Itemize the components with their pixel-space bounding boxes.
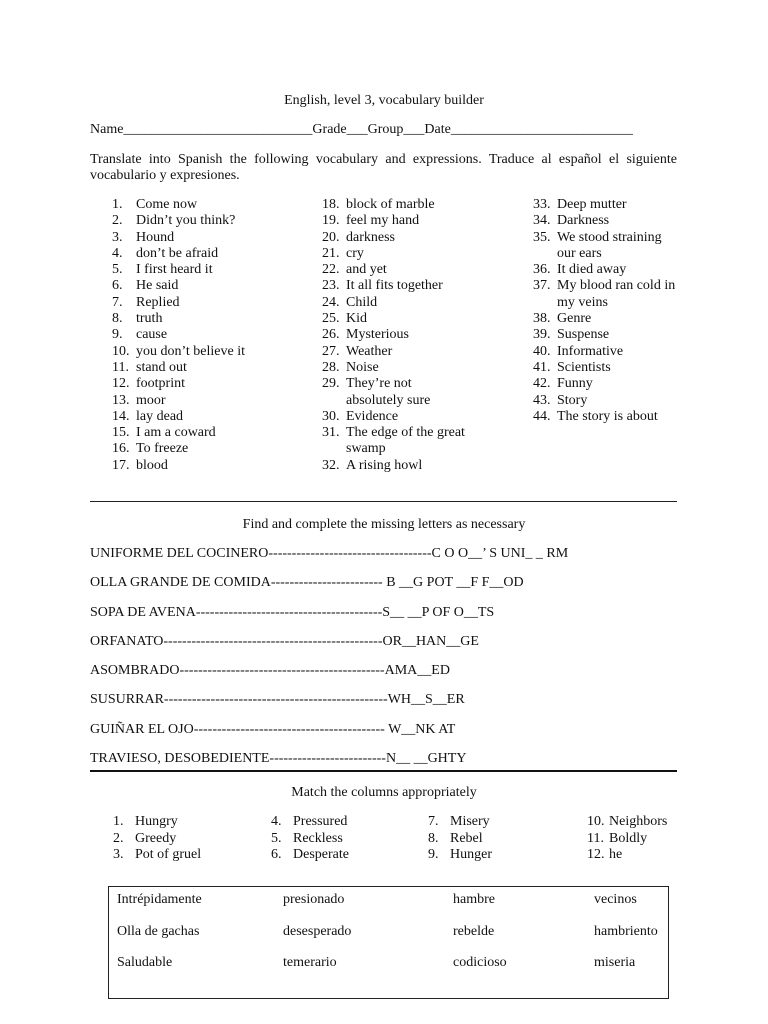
section-divider: [90, 501, 677, 502]
vocabulary-item: [112, 425, 245, 441]
item-text: Desperate: [293, 847, 349, 863]
answer-word: Olla de gachas: [117, 924, 200, 939]
item-text: Pressured: [293, 814, 348, 829]
item-number: 26.: [322, 327, 340, 343]
vocabulary-item: [533, 327, 675, 343]
item-text: Boldly: [609, 830, 648, 846]
item-text: I first heard it: [136, 262, 213, 278]
item-text: cry: [346, 245, 364, 261]
item-text: stand out: [136, 359, 187, 375]
item-text: Story: [557, 392, 588, 408]
vocabulary-item: [533, 213, 675, 229]
item-number: 35.: [533, 229, 551, 245]
item-text: truth: [136, 311, 163, 327]
item-number: 10.: [587, 814, 605, 829]
item-number: 37.: [533, 278, 551, 294]
item-text: feel my hand: [346, 213, 420, 229]
vocabulary-item: [112, 376, 245, 392]
vocabulary-item: [112, 327, 245, 343]
vocabulary-item: [322, 360, 465, 376]
vocabulary-item: [112, 441, 245, 457]
item-number: [322, 393, 346, 409]
item-text: Darkness: [557, 213, 610, 229]
missing-letters-line: TRAVIESO, DESOBEDIENTE-------------------------N__ __GHTY: [90, 751, 467, 767]
vocabulary-column-1: [112, 197, 245, 474]
item-number: 32.: [322, 457, 340, 473]
match-column-3: [428, 814, 492, 864]
item-number: 3.: [113, 847, 124, 863]
item-text: moor: [136, 392, 166, 408]
missing-letters-title: Find and complete the missing letters as necessary: [242, 517, 526, 532]
item-number: 4.: [112, 245, 123, 261]
vocabulary-item: [112, 409, 245, 425]
vocabulary-item: [322, 262, 465, 278]
item-number: 30.: [322, 408, 340, 424]
item-number: 12.: [112, 376, 130, 392]
item-number: 20.: [322, 229, 340, 245]
answer-word: temerario: [283, 955, 337, 970]
item-text: Weather: [346, 343, 393, 359]
item-text: The story is about: [557, 408, 658, 424]
item-text: Kid: [346, 311, 367, 327]
item-number: 1.: [112, 197, 123, 212]
item-number: 11.: [112, 359, 129, 375]
missing-letters-line: UNIFORME DEL COCINERO-----------------------------------C O O__’ S UNI_ _ RM: [90, 546, 569, 561]
item-text: my veins: [557, 294, 608, 310]
item-number: 38.: [533, 311, 551, 327]
missing-letters-line: SOPA DE AVENA----------------------------------------S__ __P OF O__TS: [90, 604, 495, 620]
item-text: Mysterious: [346, 327, 409, 343]
answer-word: Saludable: [117, 955, 173, 970]
vocabulary-item: [112, 213, 245, 229]
item-number: 8.: [112, 311, 123, 327]
section-divider-bold: [90, 770, 677, 772]
item-text: and yet: [346, 262, 387, 278]
item-number: 6.: [112, 278, 123, 294]
item-number: 4.: [271, 814, 282, 829]
vocabulary-item: [322, 246, 465, 262]
match-item: [271, 831, 349, 848]
item-text: The edge of the great: [346, 425, 465, 441]
answer-word-box: [108, 886, 669, 999]
vocabulary-item: [322, 230, 465, 246]
item-number: 14.: [112, 408, 130, 424]
vocabulary-item: [533, 344, 675, 360]
item-number: 41.: [533, 359, 551, 375]
vocabulary-item: [533, 311, 675, 327]
vocabulary-item: [322, 393, 465, 409]
vocabulary-item: [533, 230, 675, 246]
answer-word: presionado: [283, 892, 345, 907]
item-text: My blood ran cold in: [557, 278, 676, 294]
item-number: 6.: [271, 847, 282, 863]
match-item: [587, 814, 667, 831]
item-number: 21.: [322, 245, 340, 261]
match-item: [428, 847, 492, 864]
answer-word: rebelde: [453, 924, 495, 939]
item-text: To freeze: [136, 441, 189, 457]
vocabulary-item: [112, 230, 245, 246]
match-item: [271, 814, 349, 831]
item-text: darkness: [346, 229, 395, 245]
item-text: Pot of gruel: [135, 847, 202, 863]
item-text: Didn’t you think?: [136, 213, 236, 229]
item-text: our ears: [557, 245, 602, 261]
item-text: Come now: [136, 197, 198, 212]
item-text: Neighbors: [609, 814, 668, 829]
answer-word: miseria: [594, 955, 636, 970]
item-number: 39.: [533, 327, 551, 343]
item-text: don’t be afraid: [136, 245, 219, 261]
match-column-1: [113, 814, 201, 864]
missing-letters-line: OLLA GRANDE DE COMIDA------------------------ B __G POT __F F__OD: [90, 575, 524, 591]
item-number: 3.: [112, 229, 123, 245]
vocabulary-item: [322, 425, 465, 441]
match-column-2: [271, 814, 349, 864]
item-text: footprint: [136, 376, 185, 392]
item-number: 33.: [533, 197, 551, 212]
item-text: Noise: [346, 359, 379, 375]
item-text: Reckless: [293, 830, 343, 846]
item-text: A rising howl: [346, 457, 423, 473]
item-number: [322, 441, 346, 457]
item-text: Hungry: [135, 814, 178, 829]
item-number: 34.: [533, 213, 551, 229]
match-columns-title: Match the columns appropriately: [291, 785, 477, 800]
match-item: [587, 831, 667, 848]
match-item: [113, 847, 201, 864]
item-number: 12.: [587, 847, 605, 863]
item-text: I am a coward: [136, 425, 216, 441]
vocabulary-item: [322, 376, 465, 392]
vocabulary-item: [112, 278, 245, 294]
item-number: 24.: [322, 294, 340, 310]
vocabulary-column-3: [533, 197, 675, 425]
item-number: 28.: [322, 359, 340, 375]
item-number: 17.: [112, 457, 130, 473]
vocabulary-item: [112, 393, 245, 409]
vocabulary-item: [533, 360, 675, 376]
vocabulary-item: [112, 246, 245, 262]
match-item: [113, 831, 201, 848]
answer-word: hambre: [453, 892, 495, 907]
item-number: 43.: [533, 392, 551, 408]
vocabulary-item: [533, 197, 675, 213]
item-number: 13.: [112, 392, 130, 408]
item-number: 2.: [112, 213, 123, 229]
name-grade-group-date-line: Name___________________________Grade___Group___Date__________________________: [90, 122, 633, 137]
item-text: Hound: [136, 229, 175, 245]
answer-word: desesperado: [283, 924, 352, 939]
item-text: Greedy: [135, 830, 177, 846]
vocabulary-item: [533, 278, 675, 294]
missing-letters-line: SUSURRAR------------------------------------------------WH__S__ER: [90, 692, 465, 708]
item-text: blood: [136, 457, 168, 473]
item-text: absolutely sure: [346, 392, 431, 408]
vocabulary-item: [533, 262, 675, 278]
vocabulary-item: [322, 441, 465, 457]
item-text: lay dead: [136, 408, 184, 424]
item-number: 29.: [322, 376, 340, 392]
item-number: 7.: [112, 294, 123, 310]
item-text: Funny: [557, 376, 593, 392]
item-text: Informative: [557, 343, 624, 359]
item-text: Evidence: [346, 408, 399, 424]
vocabulary-item: [112, 344, 245, 360]
item-text: It all fits together: [346, 278, 443, 294]
item-text: he: [609, 847, 623, 863]
worksheet-title: English, level 3, vocabulary builder: [284, 93, 484, 108]
vocabulary-item: [322, 197, 465, 213]
item-text: Misery: [450, 814, 490, 829]
item-number: 27.: [322, 343, 340, 359]
vocabulary-item: [322, 458, 465, 474]
answer-word: vecinos: [594, 892, 637, 907]
item-number: 5.: [112, 262, 123, 278]
item-number: 9.: [112, 327, 123, 343]
item-number: 10.: [112, 343, 130, 359]
vocabulary-item: [322, 327, 465, 343]
item-text: Hunger: [450, 847, 492, 863]
item-number: 44.: [533, 408, 551, 424]
vocabulary-item: [112, 360, 245, 376]
vocabulary-item: [322, 295, 465, 311]
vocabulary-item: [112, 295, 245, 311]
answer-word: hambriento: [594, 924, 658, 939]
item-number: 25.: [322, 311, 340, 327]
item-number: 9.: [428, 847, 439, 863]
vocabulary-column-2: [322, 197, 465, 474]
item-number: 7.: [428, 814, 439, 829]
match-item: [587, 847, 667, 864]
item-text: Rebel: [450, 830, 483, 846]
vocabulary-item: [533, 376, 675, 392]
item-number: 5.: [271, 830, 282, 846]
item-number: 22.: [322, 262, 340, 278]
vocabulary-item: [112, 458, 245, 474]
missing-letters-line: GUIÑAR EL OJO----------------------------------------- W__NK AT: [90, 721, 456, 737]
vocabulary-item: [322, 278, 465, 294]
item-number: 19.: [322, 213, 340, 229]
item-text: They’re not: [346, 376, 412, 392]
item-text: Genre: [557, 311, 592, 327]
item-number: 15.: [112, 425, 130, 441]
item-text: cause: [136, 327, 168, 343]
vocabulary-item: [322, 311, 465, 327]
item-number: 36.: [533, 262, 551, 278]
vocabulary-item: [322, 213, 465, 229]
match-column-4: [587, 814, 667, 864]
item-text: swamp: [346, 441, 386, 457]
match-item: [271, 847, 349, 864]
item-number: 2.: [113, 830, 124, 846]
item-number: 18.: [322, 197, 340, 212]
item-number: 42.: [533, 376, 551, 392]
answer-word: codicioso: [453, 955, 507, 970]
match-item: [428, 814, 492, 831]
missing-letters-line: ASOMBRADO--------------------------------------------AMA__ED: [90, 663, 450, 679]
item-text: Child: [346, 294, 378, 310]
vocabulary-item: [322, 344, 465, 360]
item-number: 11.: [587, 830, 604, 846]
item-number: 40.: [533, 343, 551, 359]
item-text: block of marble: [346, 197, 435, 212]
answer-word: Intrépidamente: [117, 892, 202, 907]
match-item: [428, 831, 492, 848]
match-item: [113, 814, 201, 831]
vocabulary-item: [112, 262, 245, 278]
item-number: 31.: [322, 425, 340, 441]
vocabulary-item: [112, 197, 245, 213]
item-text: Deep mutter: [557, 197, 627, 212]
item-text: Scientists: [557, 359, 611, 375]
item-number: 1.: [113, 814, 124, 829]
item-number: 8.: [428, 830, 439, 846]
item-text: Suspense: [557, 327, 610, 343]
item-text: Replied: [136, 294, 180, 310]
vocabulary-item: [322, 409, 465, 425]
vocabulary-item: [112, 311, 245, 327]
instructions: Translate into Spanish the following vocabulary and expressions. Traduce al español el siguiente vocabulario y expresiones.: [90, 152, 677, 183]
item-number: 23.: [322, 278, 340, 294]
missing-letters-line: ORFANATO-----------------------------------------------OR__HAN__GE: [90, 633, 479, 649]
missing-letters-list: [90, 546, 690, 780]
vocabulary-item: [533, 393, 675, 409]
vocabulary-item: [533, 246, 675, 262]
vocabulary-item: [533, 295, 675, 311]
item-text: you don’t believe it: [136, 343, 245, 359]
item-text: It died away: [557, 262, 627, 278]
item-text: We stood straining: [557, 229, 662, 245]
vocabulary-item: [533, 409, 675, 425]
item-number: [533, 295, 557, 311]
item-number: 16.: [112, 441, 130, 457]
item-number: [533, 246, 557, 262]
item-text: He said: [136, 278, 179, 294]
